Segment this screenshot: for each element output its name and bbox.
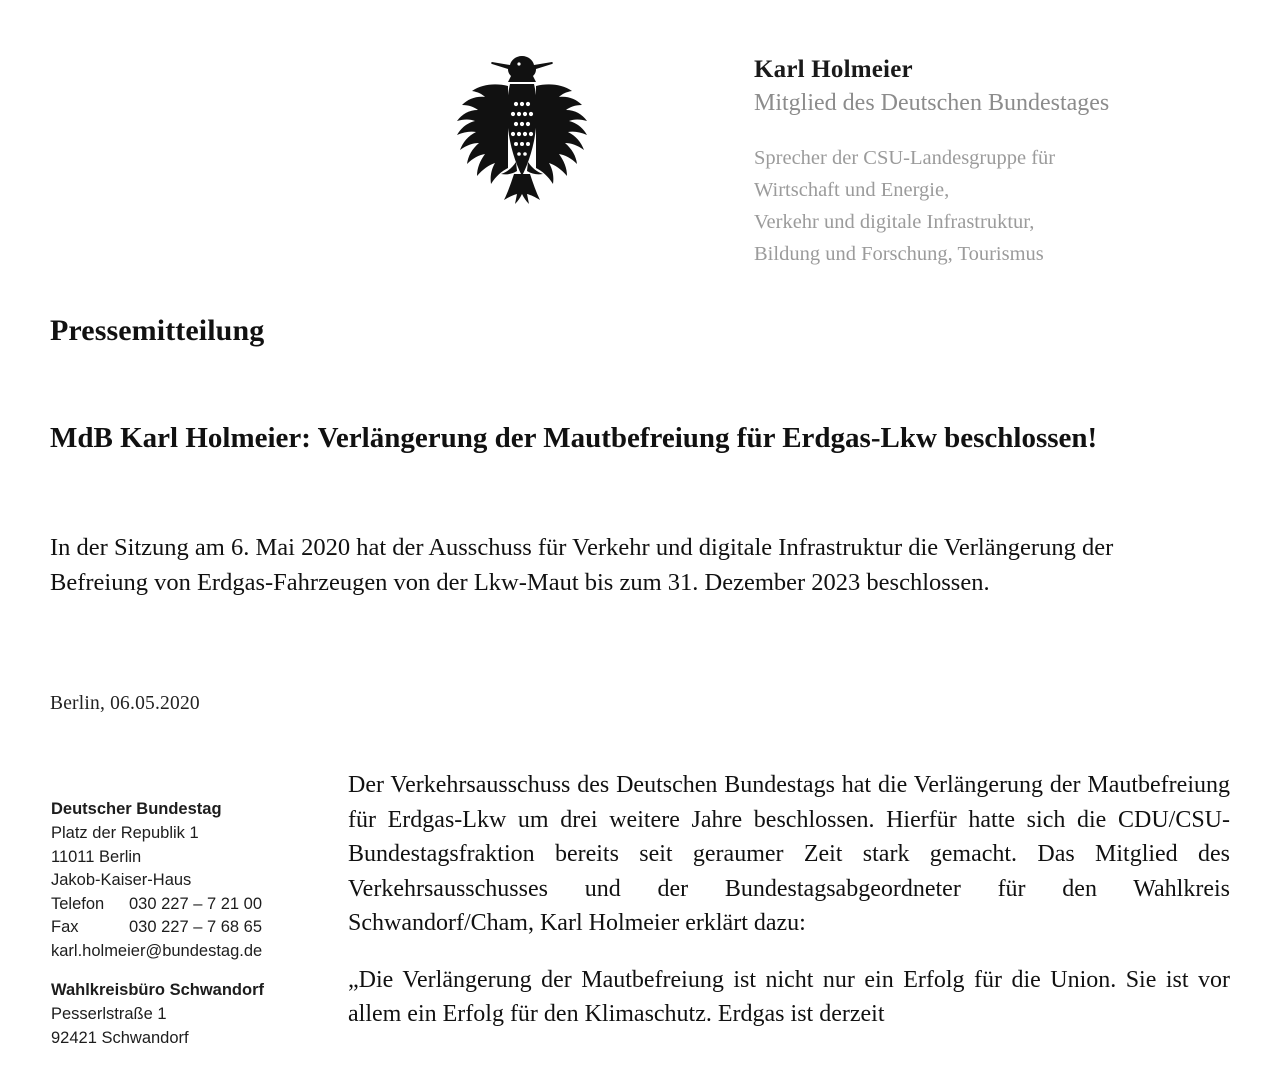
wahlkreis-city: 92421 Schwandorf [51,1028,189,1047]
contact-block-bundestag [51,798,311,963]
lead-paragraph: In der Sitzung am 6. Mai 2020 hat der Ausschuss für Verkehr und digitale Infrastruktur die Verlängerung der Befreiung von Erdgas-Fahrzeugen von der Lkw-Maut bis zum 31. Dezember 2023 beschlossen. [50,534,1114,597]
subtitle-line-2: Wirtschaft und Energie, [754,179,950,202]
body-text-column [348,768,1230,1054]
phone-label: Telefon [51,894,105,913]
subtitle-line-1: Sprecher der CSU-Landesgruppe für [754,147,1056,170]
contact-sidebar [51,798,311,1066]
bundestag-street: Platz der Republik 1 [51,824,199,843]
member-role: Mitglied des Deutschen Bundestages [754,90,1110,117]
member-name: Karl Holmeier [754,56,913,83]
document-kicker: Pressemitteilung [50,314,265,347]
bundestag-fax-row [51,916,311,939]
fax-label: Fax [51,918,79,937]
wahlkreis-title: Wahlkreisbüro Schwandorf [51,980,265,999]
wahlkreis-street: Pesserlstraße 1 [51,1005,167,1024]
contact-block-wahlkreis [51,979,311,1050]
bundestag-title: Deutscher Bundestag [51,800,222,818]
body-paragraph-2: „Die Verlängerung der Mautbefreiung ist nicht nur ein Erfolg für die Union. Sie ist vor allem ein Erfolg für den Klimaschutz. Erdgas ist derzeit [348,966,1230,1028]
phone-value: 030 227 – 7 21 00 [129,894,263,913]
body-paragraph-1: Der Verkehrsausschuss des Deutschen Bundestags hat die Verlängerung der Mautbefreiung für Erdgas-Lkw um drei weitere Jahre beschlossen. Hierfür hatte sich die CDU/CSU-Bundestagsfraktion bereits seit geraumer Zeit stark gemacht. Das Mitglied des Verkehrsausschusses und der Bundestagsabgeordneter für den Wahlkreis Schwandorf/Cham, Karl Holmeier erklärt dazu: [348,772,1230,937]
bundestag-building: Jakob-Kaiser-Haus [51,871,192,890]
letterhead-text [754,54,1224,271]
page-title: MdB Karl Holmeier: Verlängerung der Mautbefreiung für Erdgas-Lkw beschlossen! [50,422,1098,455]
bundesadler-emblem-icon [452,50,592,210]
bundestag-phone-row [51,893,311,916]
subtitle-line-4: Bildung und Forschung, Tourismus [754,242,1044,265]
subtitle-line-3: Verkehr und digitale Infrastruktur, [754,210,1035,233]
member-subtitle [754,143,1224,270]
fax-value: 030 227 – 7 68 65 [129,918,263,937]
bundestag-email[interactable]: karl.holmeier@bundestag.de [51,941,263,960]
bundestag-city: 11011 Berlin [51,847,142,866]
dateline: Berlin, 06.05.2020 [50,693,200,714]
letterhead [0,42,1280,265]
